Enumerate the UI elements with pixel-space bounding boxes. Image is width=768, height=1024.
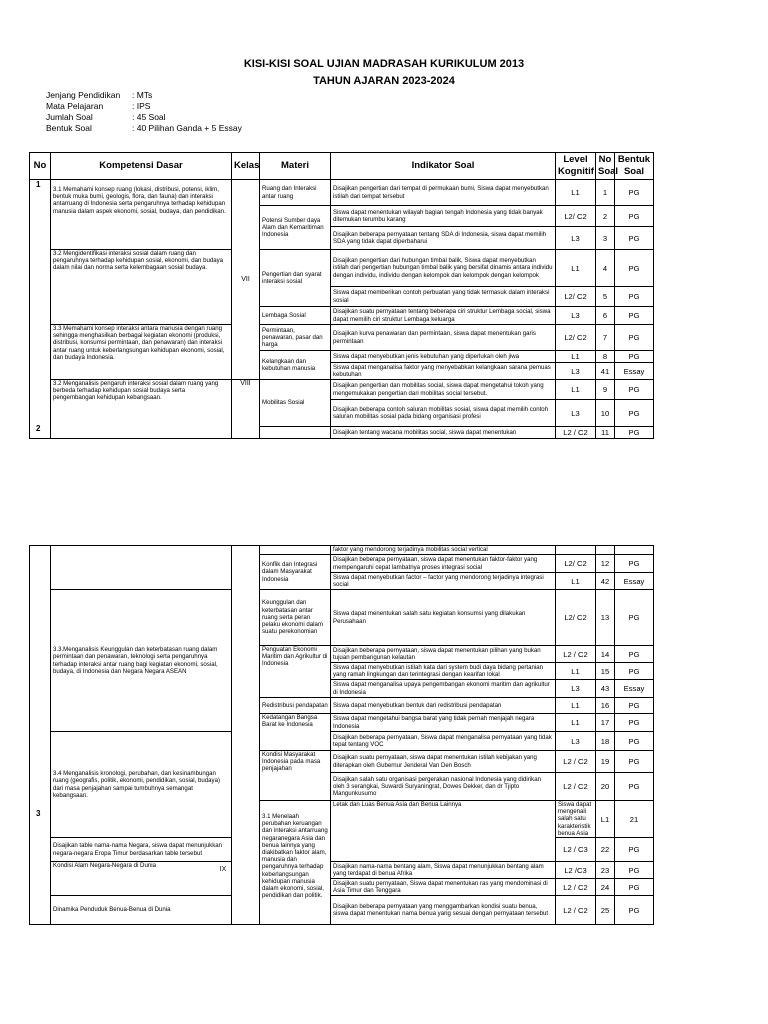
level-cell: L3 (556, 400, 596, 427)
bentuk-cell: PG (615, 180, 654, 206)
kelas-cell: VII (232, 180, 260, 380)
header-no: No (30, 153, 51, 180)
kompetensi-cell: 3.4 Menganalisis kronologi, perubahan, dan kesinambungan ruang (geografis, politik, ekonomi, pendidikan, sosial, budaya) dari masa penjajahan sampai tumbuhnya semangat kebangsaan. (51, 732, 232, 838)
table-row (30, 180, 654, 206)
indikator-cell: Siswa dapat menyebutkan jenis kebutuhan yang diperlukan oleh jiwa (331, 351, 556, 363)
table-row (30, 590, 654, 646)
indikator-cell: Disajikan suatu pernyataan tentang beberapa ciri struktur Lembaga social, siswa dapat memilih ciri struktur Lembaga keluarga (331, 307, 556, 325)
level-cell: L2/ C2 (556, 325, 596, 351)
meta-row (46, 112, 242, 123)
indikator-cell: Disajikan beberapa pernyataan, Siswa dapat menganalisa pernyataan yang tidak tepat tentang VOC (331, 732, 556, 751)
indikator-cell: Disajikan beberapa pernyataan yang menggambarkan kondisi suatu benua, siswa dapat menentukan nama benua yang sesuai dengan pernyataan tersebut (331, 896, 556, 925)
indikator-cell: Disajikan pengertian dari tempat di permukaan bumi, Siswa dapat menyebutkan istilah dari tempat tersebut (331, 180, 556, 206)
bentuk-cell: PG (615, 427, 654, 439)
level-cell: L1 (556, 180, 596, 206)
no-soal-cell: 23 (596, 862, 615, 879)
no-soal-cell: 20 (596, 773, 615, 801)
no-soal-cell: 4 (596, 250, 615, 287)
indikator-cell: Siswa dapat menyebutkan istilah kata dari system budi daya bidang pertanian yang ramah lingkungan dan terintegrasi dengan kearifan lokal (331, 663, 556, 680)
level-cell: L1 (556, 698, 596, 714)
level-cell: L2 / C2 (556, 773, 596, 801)
bentuk-cell: PG (615, 862, 654, 879)
level-cell: L2 / C2 (556, 646, 596, 663)
bentuk-cell: PG (615, 380, 654, 400)
meta-label: Mata Pelajaran (46, 101, 104, 111)
no-soal-cell: 2 (596, 206, 615, 227)
level-cell: L3 (556, 307, 596, 325)
bentuk-cell: PG (615, 646, 654, 663)
document-subtitle: TAHUN AJARAN 2023-2024 (313, 75, 455, 87)
no-soal-cell: 14 (596, 646, 615, 663)
bentuk-cell: PG (615, 351, 654, 363)
bentuk-cell: PG (615, 773, 654, 801)
meta-value: : IPS (132, 101, 151, 111)
no-soal-cell: 15 (596, 663, 615, 680)
kisi-table-part1 (29, 152, 654, 439)
table-row (30, 325, 654, 351)
indikator-cell: Siswa dapat mengenali salah satu karakteristik benua Asia (556, 801, 596, 838)
kelas-ix-label: IX (219, 866, 227, 873)
bentuk-cell: PG (615, 663, 654, 680)
level-cell: L3 (556, 227, 596, 250)
level-cell: L2 / C2 (556, 751, 596, 773)
table-row (30, 896, 654, 925)
bentuk-cell: PG (615, 250, 654, 287)
table-row (30, 250, 654, 287)
indikator-cell: Disajikan beberapa pernyataan, siswa dapat menentukan faktor-faktor yang mempengaruhi cepat lambatnya proses integrasi social (331, 555, 556, 573)
table-header-row (30, 153, 654, 180)
indikator-cell: Disajikan beberapa contoh saluran mobilitas sosial, siswa dapat memilih contoh saluran mobilitas sosial pada bidang organisasi profesi (331, 400, 556, 427)
level-cell: L2/ C2 (556, 287, 596, 307)
materi-cell: Kedatangan Bangsa Barat ke Indonesia (260, 714, 331, 751)
table-row (30, 380, 654, 400)
bentuk-cell: PG (615, 227, 654, 250)
level-cell: L1 (556, 380, 596, 400)
meta-row (46, 101, 242, 112)
level-cell: L1 (556, 663, 596, 680)
level-cell: L2/ C2 (556, 555, 596, 573)
level-cell: L1 (556, 714, 596, 732)
meta-label: Jumlah Soal (46, 112, 93, 122)
materi-cell: Kondisi Masyarakat Indonesia pada masa penjajahan (260, 751, 331, 801)
materi-cell: Potensi Sumber daya Alam dan Kemaritiman Indonesia (260, 206, 331, 250)
level-cell: L2 / C2 (556, 427, 596, 439)
indikator-cell: Siswa dapat memberikan contoh perbuatan yang tidak termasuk dalam interaksi sosial (331, 287, 556, 307)
no-soal-cell: 10 (596, 400, 615, 427)
level-cell: L3 (556, 363, 596, 380)
bentuk-cell: PG (615, 732, 654, 751)
materi-cell: Redistribusi pendapatan (260, 698, 331, 714)
no-soal-cell: 18 (596, 732, 615, 751)
materi-cell: Permintaan, penawaran, pasar dan harga (260, 325, 331, 351)
bentuk-cell: PG (615, 838, 654, 862)
level-cell: L2/ C2 (556, 206, 596, 227)
indikator-cell: Siswa dapat menentukan wilayah bagian tengah Indonesia yang tidak banyak ditemukan terumbu karang (331, 206, 556, 227)
meta-label: Bentuk Soal (46, 123, 92, 133)
row-number-3: 3 (36, 809, 41, 818)
no-soal-cell: 21 (615, 801, 654, 838)
no-soal-cell: 12 (596, 555, 615, 573)
bentuk-cell: PG (615, 400, 654, 427)
no-soal-cell: 41 (596, 363, 615, 380)
indikator-cell: Disajikan pengertian dari hubungan timbal balik, Siswa dapat menyebutkan istilah dari pengertian hubungan timbal balik yang bersifat dinamis antara individu dengan individu, individu dengan kelompok dan kelompok dengan kelompok (331, 250, 556, 287)
bentuk-cell: Essay (615, 363, 654, 380)
row-number (30, 546, 51, 925)
materi-cell (260, 427, 331, 439)
level-cell: L1 (556, 573, 596, 590)
meta-info (46, 90, 242, 134)
header-bentuk-line1: Bentuk (617, 154, 651, 165)
bentuk-cell: Essay (615, 680, 654, 698)
materi-cell: Ruang dan Interaksi antar ruang (260, 180, 331, 206)
header-level-line2: Kognitif (558, 166, 594, 177)
indikator-cell: Siswa dapat mengetahui bangsa barat yang tidak pernah menjajah negara Indonesia (331, 714, 556, 732)
indikator-cell: Disajikan nama-nama bentang alam, Siswa dapat menunjukkan bentang alam yang terdapat di benua Afrika (331, 862, 556, 879)
row-number (30, 180, 51, 439)
no-soal-cell: 8 (596, 351, 615, 363)
bentuk-cell: PG (615, 879, 654, 896)
no-soal-cell: 7 (596, 325, 615, 351)
meta-label: Jenjang Pendidikan (46, 90, 121, 100)
level-cell: L1 (556, 351, 596, 363)
header-level (556, 153, 596, 180)
row-number-1: 1 (36, 180, 41, 189)
no-soal-cell: 19 (596, 751, 615, 773)
table-row (30, 732, 654, 751)
indikator-cell: Disajikan table nama-nama Negara, siswa dapat menunjukkan negara-negara Eropa Timur berdasarkan table tersebut (51, 838, 232, 862)
indikator-cell: Disajikan kurva penawaran dan permintaan, siswa dapat menentukan garis permintaan (331, 325, 556, 351)
bentuk-cell: PG (615, 590, 654, 646)
no-soal-cell: 5 (596, 287, 615, 307)
row-number-2: 2 (36, 424, 41, 433)
no-soal-cell: 43 (596, 680, 615, 698)
header-kompetensi: Kompetensi Dasar (51, 153, 232, 180)
materi-cell: Konflik dan Integrasi dalam Masyarakat Indonesia (260, 555, 331, 590)
header-no-soal (596, 153, 619, 180)
table-row (30, 546, 654, 555)
indikator-cell: Siswa dapat menganalisa faktor yang menyebabkan kelangkaan sarana pemuas kebutuhan (331, 363, 556, 380)
indikator-cell: Disajikan salah satu organisasi pergerakan nasional Indonesia yang didirikan oleh 3 serangkai, Suwardi Suryaningrat, Dowes Dekker, dan dr Tjipto Mangunkusumo (331, 773, 556, 801)
no-soal-cell: 6 (596, 307, 615, 325)
materi-cell: Penguatan Ekonomi Maritim dan Agrikultur di Indonesia (260, 646, 331, 698)
indikator-cell: Siswa dapat menyebutkan bentuk dari redistribusi pendapatan (331, 698, 556, 714)
kompetensi-cell: 3.3.Menganalisis Keunggulan dan keterbatasan ruang dalam permintaan dan penawaran, teknologi serta pengaruhnya terhadap interaksi antar ruang bagi kegiatan ekonomi, sosial, budaya, di Indonesia dan Negara Negara ASEAN (51, 590, 232, 732)
indikator-cell: Disajikan suatu pernyataan, Siswa dapat menentukan ras yang mendominasi di Asia Timur dan Tenggara (331, 879, 556, 896)
indikator-cell: Siswa dapat menyebutkan factor – factor yang mendorong terjadinya integrasi social (331, 573, 556, 590)
bentuk-cell: PG (615, 896, 654, 925)
level-cell: L1 (596, 801, 615, 838)
level-cell (556, 546, 596, 555)
meta-row (46, 123, 242, 134)
meta-value: : 40 Pilihan Ganda + 5 Essay (132, 123, 242, 133)
header-kelas: Kelas (232, 153, 260, 180)
materi-cell (260, 546, 331, 555)
indikator-cell: Disajikan beberapa pernyataan, siswa dapat menentukan pilihan yang bukan tujuan pembangunan kelautan (331, 646, 556, 663)
indikator-cell: Siswa dapat menentukan salah satu kegiatan konsumsi yang dilakukan Perusahaan (331, 590, 556, 646)
meta-value: : 45 Soal (132, 112, 166, 122)
indikator-cell: Disajikan beberapa pernyataan tentang SDA di Indonesia, siswa dapat memilih SDA yang tidak dapat diperbaharui (331, 227, 556, 250)
level-cell: L2 / C3 (556, 838, 596, 862)
no-soal-cell: 13 (596, 590, 615, 646)
no-soal-cell: 3 (596, 227, 615, 250)
level-cell: L3 (556, 732, 596, 751)
no-soal-cell: 22 (596, 838, 615, 862)
bentuk-cell: PG (615, 751, 654, 773)
materi-cell: Dinamika Penduduk Benua-Benua di Dunia (51, 896, 232, 925)
bentuk-cell: PG (615, 206, 654, 227)
bentuk-cell (615, 546, 654, 555)
kelas-cell: VIII (232, 380, 260, 439)
level-cell: L2 / C2 (556, 879, 596, 896)
no-soal-cell: 25 (596, 896, 615, 925)
header-level-line1: Level (563, 154, 588, 165)
document-title: KISI-KISI SOAL UJIAN MADRASAH KURIKULUM 2013 (243, 58, 525, 70)
bentuk-cell: PG (615, 287, 654, 307)
materi-cell: Pengertian dan syarat interaksi sosial (260, 250, 331, 307)
level-cell: L1 (556, 250, 596, 287)
meta-value: : MTs (132, 90, 153, 100)
materi-cell: Keunggulan dan keterbatasan antar ruang serta peran pelaku ekonomi dalam suatu perekonomian (260, 590, 331, 646)
level-cell: L2 / C2 (556, 896, 596, 925)
kompetensi-cell (51, 546, 232, 590)
no-soal-cell: 42 (596, 573, 615, 590)
meta-row (46, 90, 242, 101)
kompetensi-cell: 3.3 Memahami konsep interaksi antara manusia dengan ruang sehingga menghasilkan berbagai kegiatan ekonomi (produksi, distribusi, konsumsi permintaan, dan penawaran) dan interaksi antar ruang untuk keberlangsungan kehidupan ekonomi, sosial, dan budaya Indonesia. (51, 325, 232, 380)
indikator-cell: Siswa dapat menganalisa upaya pengembangan ekonomi maritim dan agrikultur di Indonesia (331, 680, 556, 698)
header-no-soal-line2: Soal (598, 166, 619, 177)
kompetensi-cell: 3.2 Menganalisis pengaruh interaksi sosial dalam ruang yang berbeda terhadap kehidupan sosial budaya serta pengembangan kehidupan kebangsaan. (51, 380, 232, 439)
bentuk-cell: PG (615, 714, 654, 732)
materi-cell: Kelangkaan dan kebutuhan manusia (260, 351, 331, 380)
materi-cell: Letak dan Luas Benua Asia dan Benua Lainnya (331, 801, 556, 862)
header-bentuk-soal (615, 153, 654, 180)
bentuk-cell: PG (615, 325, 654, 351)
header-bentuk-line2: Soal (623, 166, 645, 177)
no-soal-cell: 17 (596, 714, 615, 732)
no-soal-cell: 9 (596, 380, 615, 400)
kompetensi-cell: 3.2 Mengidentifikasi interaksi sosial dalam ruang dan pengaruhnya terhadap kehidupan sosial, ekonomi, dan budaya dalam nilai dan norma serta kelembagaan sosial budaya. (51, 250, 232, 325)
indikator-cell: Disajikan tentang wacana mobilitas social, siswa dapat menentukan (331, 427, 556, 439)
materi-cell: Lembaga Sosial (260, 307, 331, 325)
table-row (30, 862, 654, 879)
no-soal-cell: 16 (596, 698, 615, 714)
no-soal-cell: 24 (596, 879, 615, 896)
level-cell: L3 (556, 680, 596, 698)
no-soal-cell: 11 (596, 427, 615, 439)
header-materi: Materi (260, 153, 331, 180)
bentuk-cell: PG (615, 555, 654, 573)
indikator-cell: Disajikan suatu pernyataan, siswa dapat menentukan istilah kebijakan yang diterapkan oleh Gubernur Jenderal Van Den Bosch (331, 751, 556, 773)
materi-cell: Mobilitas Sosial (260, 380, 331, 427)
kisi-table-part2 (29, 545, 654, 925)
level-cell: L2 /C3 (556, 862, 596, 879)
bentuk-cell: PG (615, 698, 654, 714)
header-no-soal-line1: No (598, 154, 612, 165)
bentuk-cell: Essay (615, 573, 654, 590)
indikator-cell: faktor yang mendorong terjadinya mobilitas social vertical (331, 546, 556, 555)
kompetensi-cell: 3.1 Memahami konsep ruang (lokasi, distribusi, potensi, iklim, bentuk muka bumi, geologis, flora, dan fauna) dan interaksi antarruang di Indonesia serta pengaruhnya terhadap kehidupan manusia dalam aspek ekonomi, sosial, budaya, dan pendidikan. (51, 180, 232, 250)
indikator-cell: Disajikan pengertian dan mobilitas social, siswa dapat mengetahui tokoh yang mengemukakan pengertian dari mobilitas social tersebut. (331, 380, 556, 400)
materi-cell: Kondisi Alam Negara-Negara di Dunia (51, 862, 232, 896)
header-indikator: Indikator Soal (331, 153, 556, 180)
no-soal-cell: 1 (596, 180, 615, 206)
kompetensi-cell: 3.1 Menelaah perubahan keruangan dan interaksi antarruang negaranegara Asia dan benua lainnya yang diakibatkan faktor alam, manusia dan pengaruhnya terhadap keberlangsungan kehidupan manusia dalam ekonomi, sosial, pendidikan dan politik. (260, 801, 331, 925)
no-soal-cell (596, 546, 615, 555)
level-cell: L2/ C2 (556, 590, 596, 646)
bentuk-cell: PG (615, 307, 654, 325)
